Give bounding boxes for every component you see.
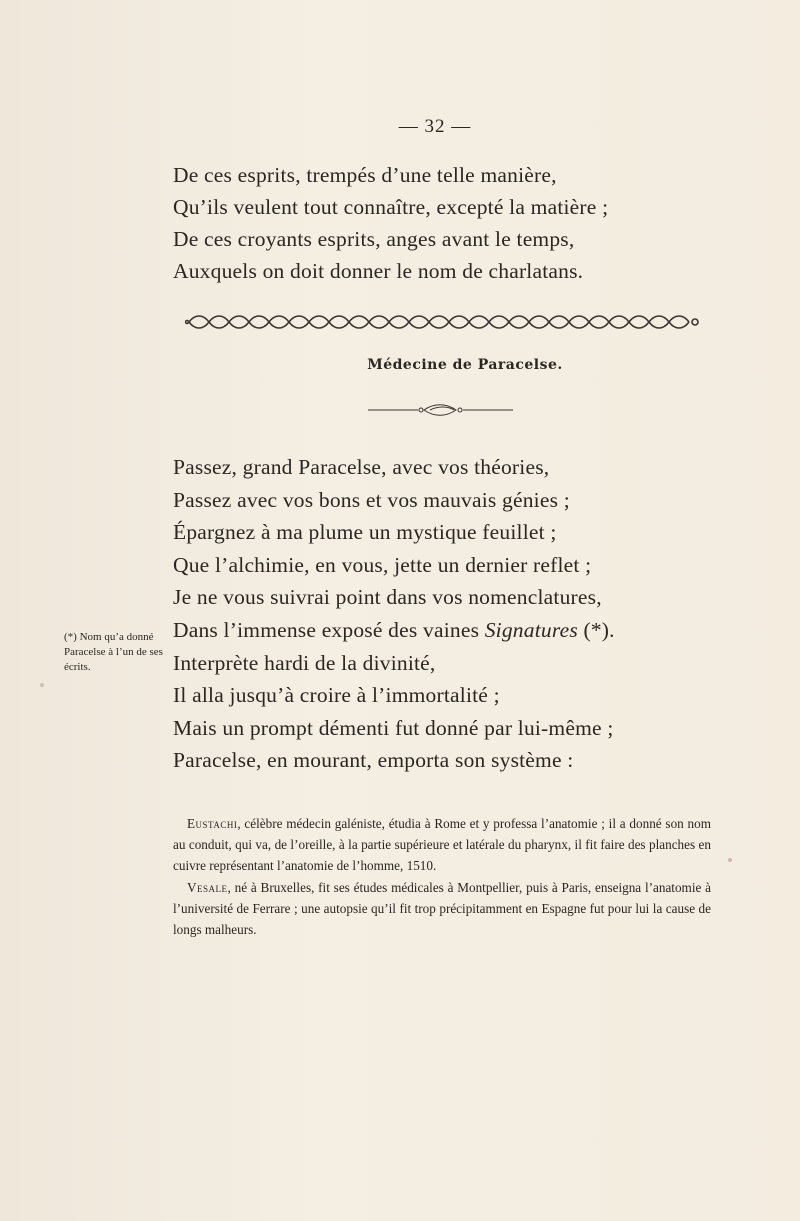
verse-line: Que l’alchimie, en vous, jette un dernier reflet ; bbox=[173, 552, 592, 577]
verse-line: Auxquels on doit donner le nom de charlatans. bbox=[173, 259, 584, 283]
verse-line: Interprète hardi de la divinité, bbox=[173, 650, 436, 675]
verse-line: Épargnez à ma plume un mystique feuillet ; bbox=[173, 520, 557, 545]
verse-line: Paracelse, en mourant, emporta son système : bbox=[173, 748, 574, 773]
verse-line: Qu’ils veulent tout connaître, excepté la matière ; bbox=[173, 195, 609, 219]
verse-line: De ces esprits, trempés d’une telle manière, bbox=[173, 163, 557, 187]
verse-line: Passez, grand Paracelse, avec vos théories, bbox=[173, 455, 550, 479]
decorative-flourish bbox=[368, 402, 513, 418]
verse-line: Il alla jusqu’à croire à l’immortalité ; bbox=[173, 683, 500, 708]
signatures-word: Signatures bbox=[484, 617, 578, 642]
verse-stanza-2 bbox=[173, 452, 615, 778]
margin-note: (*) Nom qu’a donné Paracelse à l’un de ses écrits. bbox=[64, 631, 163, 673]
margin-dot bbox=[40, 683, 44, 687]
footnote-text: , célèbre médecin galéniste, étudia à Rome et y professa l’anatomie ; il a donné son nom au conduit, qui va, de l’oreille, à la partie supérieure et latérale du pharynx, il fit faire des planches en cuivre représentant l’anatomie de l’homme, 1510. bbox=[173, 816, 711, 874]
footnote-eustachi bbox=[173, 813, 711, 877]
section-title: Médecine de Paracelse. bbox=[367, 357, 563, 373]
footnote-marker: (*). bbox=[577, 617, 615, 642]
verse-line: De ces croyants esprits, anges avant le temps, bbox=[173, 227, 575, 251]
footnote-vesale bbox=[173, 877, 711, 941]
verse-line-signatures bbox=[173, 615, 615, 648]
footnote-text: , né à Bruxelles, fit ses études médicales à Montpellier, puis à Paris, enseigna l’anatomie à l’université de Ferrare ; une autopsie qu’il fit trop précipitamment en Espagne fut pour lui la cause de longs malheurs. bbox=[173, 879, 711, 938]
margin-dot bbox=[728, 858, 732, 862]
verse-text: Dans l’immense exposé des vaines bbox=[173, 617, 485, 642]
footnotes bbox=[173, 813, 711, 940]
footnote-name: Vesale bbox=[187, 879, 228, 895]
ornamental-rule bbox=[185, 311, 705, 333]
verse-line: Passez avec vos bons et vos mauvais génies ; bbox=[173, 487, 570, 512]
verse-line: Je ne vous suivrai point dans vos nomenclatures, bbox=[173, 585, 602, 610]
footnote-name: Eustachi bbox=[187, 816, 238, 831]
page-number: — 32 — bbox=[398, 116, 472, 137]
verse-stanza-1 bbox=[173, 160, 608, 288]
verse-line: Mais un prompt démenti fut donné par lui-même ; bbox=[173, 715, 614, 740]
